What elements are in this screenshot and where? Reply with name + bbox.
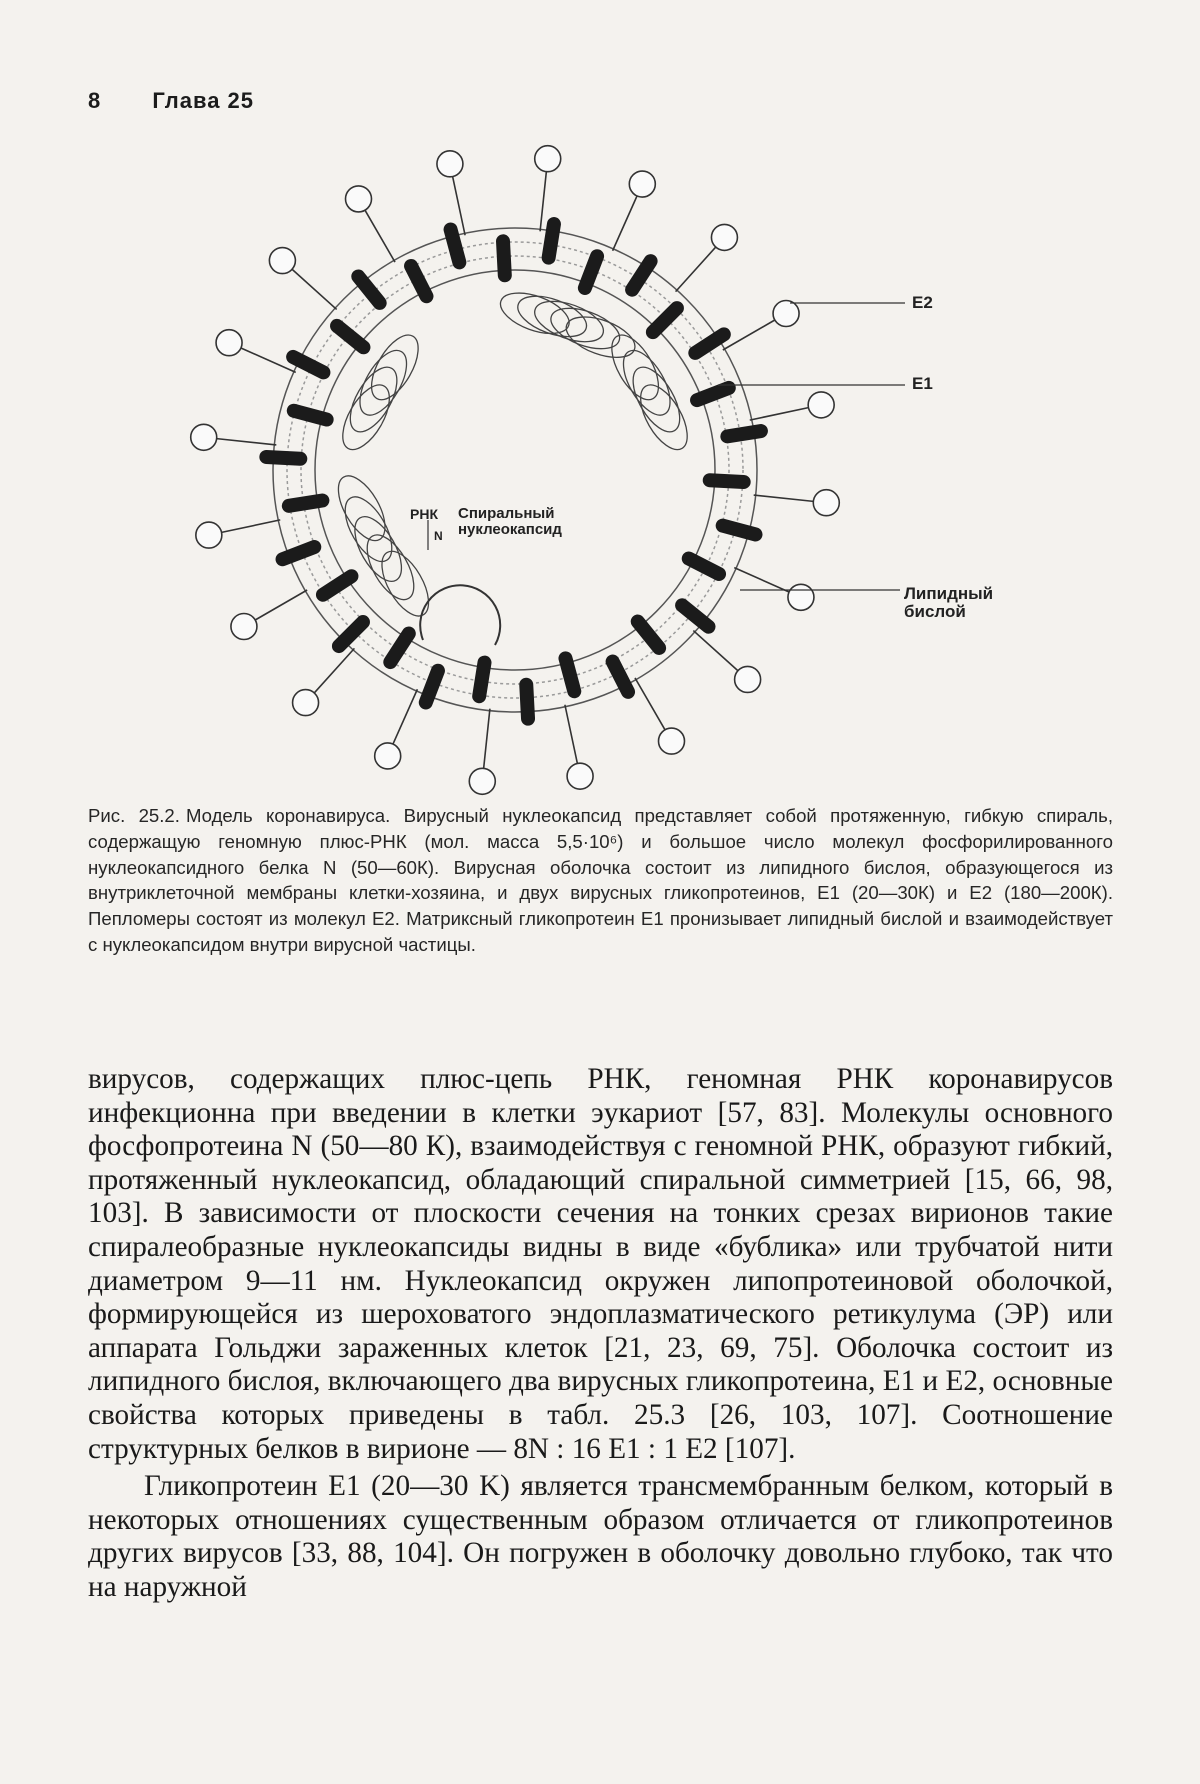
nucleocapsid-coil <box>373 544 438 623</box>
peplomer-stalk <box>613 196 637 251</box>
peplomer-stalk <box>750 408 809 420</box>
paragraph: вирусов, содержащих плюс-цепь РНК, геномная РНК коронавирусов инфекционна при введении в клетки эукариот [57, 83]. Молекулы основного фосфопротеина N (50—80 К), взаимодействуя с геномной РНК, образуют гибкий, протяженный нуклеокапсид, обладающий спиральной симметрией [15, 66, 98, 103]. В зависимости от плоскости сечения на тонких срезах вирионов такие спиралеобразные нуклеокапсиды видны в виде «бублика» или трубчатой нити диаметром 9—11 нм. Нуклеокапсид окружен липопротеиновой оболочкой, формирующейся из шероховатого эндоплазматического ретикулума (ЭР) или аппарата Гольджи зараженных клеток [21, 23, 69, 75]. Оболочка состоит из липидного бислоя, включающего два вирусных гликопротеина, E1 и E2, основные свойства которых приведены в табл. 25.3 [26, 103, 107]. Соотношение структурных белков в вирионе — 8N : 16 E1 : 1 E2 [107]. <box>88 1063 1113 1465</box>
peplomers-e2 <box>191 146 840 795</box>
peplomer-head <box>269 248 295 274</box>
peplomer-stalk <box>314 648 354 693</box>
nucleocapsid-coil <box>420 585 500 645</box>
peplomer-stalk <box>734 568 789 592</box>
figure-caption <box>88 803 1113 958</box>
peplomer-head <box>375 743 401 769</box>
peplomer-head <box>773 301 799 327</box>
peplomer-head <box>196 522 222 548</box>
peplomer-head <box>711 224 737 250</box>
e1-protein <box>679 549 728 583</box>
caption-text: Модель коронавируса. Вирусный нуклеокапсид представляет собой протяженную, гибкую спираль, содержащую геномную плюс-РНК (мол. масса 5,5·10⁶) и большое число молекул фосфорилированного нуклеокапсидного белка N (50—60К). Вирусная оболочка состоит из липидного бислоя, образующегося из внутриклеточной мембраны клетки-хозяина, и двух вирусных гликопротеинов, E1 (20—30К) и E2 (180—200К). Пепломеры состоят из молекул E2. Матриксный гликопротеин E1 пронизывает липидный бислой и взаимодействует с нуклеокапсидом внутри вирусной частицы. <box>88 805 1113 955</box>
matrix-proteins-e1 <box>259 216 769 726</box>
e1-protein <box>714 517 764 543</box>
peplomer-head <box>216 330 242 356</box>
e1-protein <box>313 567 361 605</box>
nucleocapsid-coil <box>329 469 394 548</box>
peplomer-head <box>629 171 655 197</box>
peplomer-head <box>813 490 839 516</box>
body-text <box>88 1063 1113 1605</box>
caption-label: Рис. 25.2. <box>88 805 180 826</box>
label-rna: РНК <box>410 506 438 522</box>
e1-protein <box>519 677 535 726</box>
e1-protein <box>417 662 447 712</box>
peplomer-stalk <box>484 709 490 769</box>
peplomer-stalk <box>222 520 281 532</box>
e1-protein <box>471 655 492 705</box>
e1-protein <box>702 473 751 489</box>
peplomer-head <box>191 424 217 450</box>
label-helical-nucleocapsid: Спиральный нуклеокапсид <box>458 505 562 538</box>
helical-nucleocapsid <box>329 285 697 645</box>
peplomer-stalk <box>635 678 665 730</box>
label-e2: E2 <box>912 293 933 312</box>
page-number: 8 <box>88 88 102 113</box>
e1-protein <box>259 450 308 466</box>
peplomer-head <box>808 392 834 418</box>
label-lipid-bilayer: Липидный бислой <box>904 584 994 621</box>
peplomer-stalk <box>255 590 307 620</box>
e1-protein <box>719 423 769 444</box>
peplomer-stalk <box>565 705 577 764</box>
peplomer-head <box>788 584 814 610</box>
peplomer-head <box>659 728 685 754</box>
peplomer-stalk <box>393 689 417 744</box>
e1-protein <box>381 624 419 672</box>
nucleocapsid-coil <box>333 378 398 457</box>
e1-protein <box>541 216 562 266</box>
peplomer-head <box>231 614 257 640</box>
coronavirus-figure <box>0 0 1200 800</box>
peplomer-head <box>567 763 593 789</box>
peplomer-head <box>535 146 561 172</box>
peplomer-head <box>346 186 372 212</box>
peplomer-stalk <box>540 172 546 232</box>
e1-protein <box>643 298 687 342</box>
peplomer-head <box>469 768 495 794</box>
e1-protein <box>329 612 373 656</box>
coronavirus-diagram <box>0 0 1200 800</box>
peplomer-stalk <box>693 631 738 671</box>
nucleocapsid-coil <box>631 378 696 457</box>
e1-protein <box>285 402 335 428</box>
peplomer-stalk <box>365 210 395 262</box>
peplomer-head <box>735 666 761 692</box>
label-leader-lines <box>428 303 905 590</box>
paragraph: Гликопротеин E1 (20—30 K) является трансмембранным белком, который в некоторых отношениях существенным образом отличается от гликопротеинов других вирусов [33, 88, 104]. Он погружен в оболочку довольно глубоко, так что на наружной <box>88 1470 1113 1603</box>
peplomer-head <box>293 690 319 716</box>
peplomer-stalk <box>676 247 716 292</box>
label-e1: E1 <box>912 374 933 393</box>
label-n: N <box>434 529 443 543</box>
e1-protein <box>686 325 734 363</box>
peplomer-stalk <box>754 495 814 501</box>
nucleocapsid-coil <box>513 288 592 345</box>
e1-protein <box>496 234 512 283</box>
peplomer-stalk <box>217 439 277 445</box>
chapter-title: Глава 25 <box>152 88 255 113</box>
peplomer-head <box>437 151 463 177</box>
e1-protein <box>622 251 660 299</box>
peplomer-stalk <box>292 269 337 309</box>
